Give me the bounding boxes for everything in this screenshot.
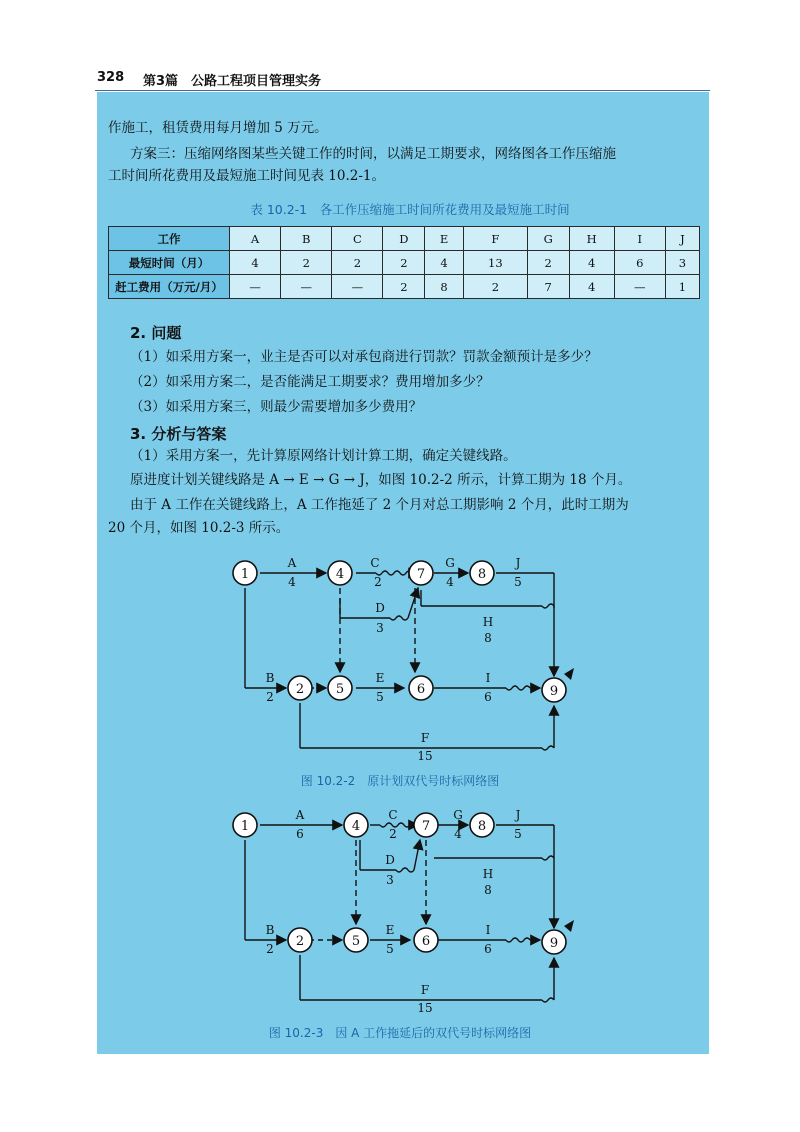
paragraph: 方案三：压缩网络图某些关键工作的时间，以满足工期要求，网络图各工作压缩施 <box>130 146 616 162</box>
paragraph: （1）采用方案一，先计算原网络计划计算工期，确定关键线路。 <box>130 448 517 464</box>
node-label: 7 <box>416 567 426 582</box>
row-header: 最短时间（月） <box>109 251 230 275</box>
activity-duration: 3 <box>386 873 394 887</box>
activity-duration: 2 <box>266 690 274 704</box>
activity-label: I <box>485 923 491 937</box>
table-cell: J <box>665 227 699 251</box>
table-cell: 7 <box>527 275 569 299</box>
activity-label: G <box>453 808 463 822</box>
node-label: 2 <box>295 934 305 949</box>
activity-duration: 4 <box>454 827 462 841</box>
node-label: 1 <box>240 567 250 582</box>
activity-duration: 6 <box>484 942 492 956</box>
table-cell: 4 <box>569 251 614 275</box>
table-cell: — <box>332 275 383 299</box>
node-label: 6 <box>416 682 426 697</box>
activity-duration: 5 <box>376 690 384 704</box>
activity-label: C <box>370 556 380 570</box>
table-cell: — <box>281 275 332 299</box>
table-cell: — <box>230 275 281 299</box>
table-cell: 1 <box>665 275 699 299</box>
node-label: 5 <box>335 682 345 697</box>
activity-label: J <box>515 808 521 822</box>
table-cell: 6 <box>614 251 665 275</box>
paragraph: 由于 A 工作在关键线路上，A 工作拖延了 2 个月对总工期影响 2 个月，此时工期为 <box>130 497 629 513</box>
table-cell: 2 <box>383 275 425 299</box>
activity-duration: 15 <box>417 749 433 763</box>
node-label: 1 <box>240 819 250 834</box>
activity-duration: 8 <box>484 631 492 645</box>
table-caption: 表 10.2-1 各工作压缩施工时间所花费用及最短施工时间 <box>250 202 570 217</box>
node-label: 6 <box>421 934 431 949</box>
figure-caption: 图 10.2-2 原计划双代号时标网络图 <box>300 774 500 788</box>
activity-label: I <box>485 671 491 685</box>
node-label: 8 <box>477 819 487 834</box>
table-cell: A <box>230 227 281 251</box>
activity-label: H <box>482 867 494 881</box>
activity-duration: 2 <box>374 575 382 589</box>
activity-label: F <box>420 983 430 997</box>
activity-duration: 15 <box>417 1001 433 1015</box>
activity-label: H <box>482 615 494 629</box>
table-cell: 4 <box>425 251 464 275</box>
table-cell: 2 <box>527 251 569 275</box>
paragraph: 工时间所花费用及最短施工时间见表 10.2-1。 <box>108 168 385 184</box>
activity-duration: 4 <box>446 575 454 589</box>
section-heading: 2. 问题 <box>130 324 182 342</box>
activity-label: E <box>385 923 395 937</box>
table-cell: F <box>463 227 527 251</box>
table-cell: 13 <box>463 251 527 275</box>
activity-label: A <box>295 808 305 822</box>
node-label: 4 <box>335 567 345 582</box>
crash-table <box>108 226 700 299</box>
row-header: 赶工费用（万元/月） <box>109 275 230 299</box>
paragraph: （3）如采用方案三，则最少需要增加多少费用？ <box>130 399 423 415</box>
activity-duration: 8 <box>484 883 492 897</box>
table-cell: 2 <box>383 251 425 275</box>
activity-duration: 5 <box>514 827 522 841</box>
table-row <box>109 275 700 299</box>
activity-label: D <box>375 601 385 615</box>
activity-label: E <box>375 671 385 685</box>
activity-duration: 3 <box>376 621 384 635</box>
page-number: 328 <box>97 70 125 85</box>
table-cell: 8 <box>425 275 464 299</box>
table-row <box>109 227 700 251</box>
activity-duration: 4 <box>288 575 296 589</box>
activity-label: G <box>445 556 455 570</box>
table-cell: D <box>383 227 425 251</box>
activity-duration: 5 <box>514 575 522 589</box>
activity-label: D <box>385 853 395 867</box>
activity-label: B <box>265 923 275 937</box>
network-diagram-original <box>230 548 590 763</box>
activity-label: C <box>388 808 398 822</box>
activity-duration: 6 <box>484 690 492 704</box>
table-cell: 2 <box>463 275 527 299</box>
network-diagram-delayed <box>230 800 590 1015</box>
paragraph: （1）如采用方案一，业主是否可以对承包商进行罚款？罚款金额预计是多少？ <box>130 349 598 365</box>
node-label: 7 <box>421 819 431 834</box>
activity-label: B <box>265 671 275 685</box>
activity-label: A <box>287 556 297 570</box>
paragraph: 原进度计划关键线路是 A → E → G → J，如图 10.2-2 所示，计算工期为 18 个月。 <box>130 472 632 488</box>
activity-label: J <box>515 556 521 570</box>
table-cell: 4 <box>569 275 614 299</box>
table-cell: 2 <box>332 251 383 275</box>
page-header <box>95 68 710 91</box>
paragraph: 20 个月，如图 10.2-3 所示。 <box>108 520 290 536</box>
table-cell: 3 <box>665 251 699 275</box>
table-row <box>109 251 700 275</box>
node-label: 5 <box>351 934 361 949</box>
node-label: 4 <box>351 819 361 834</box>
table-cell: 2 <box>281 251 332 275</box>
node-label: 9 <box>549 684 559 699</box>
section-heading: 3. 分析与答案 <box>130 425 227 443</box>
node-label: 8 <box>477 567 487 582</box>
node-label: 9 <box>549 936 559 951</box>
paragraph: （2）如采用方案二，是否能满足工期要求？费用增加多少？ <box>130 374 490 390</box>
node-label: 2 <box>295 682 305 697</box>
table-cell: E <box>425 227 464 251</box>
activity-duration: 5 <box>386 942 394 956</box>
activity-duration: 2 <box>389 827 397 841</box>
table-cell: H <box>569 227 614 251</box>
table-cell: G <box>527 227 569 251</box>
table-cell: I <box>614 227 665 251</box>
part-title: 第3篇 公路工程项目管理实务 <box>143 74 322 89</box>
paragraph: 作施工，租赁费用每月增加 5 万元。 <box>108 120 328 136</box>
table-cell: B <box>281 227 332 251</box>
row-header: 工作 <box>109 227 230 251</box>
activity-label: F <box>420 731 430 745</box>
table-cell: 4 <box>230 251 281 275</box>
activity-duration: 6 <box>296 827 304 841</box>
table-cell: — <box>614 275 665 299</box>
activity-duration: 2 <box>266 942 274 956</box>
figure-caption: 图 10.2-3 因 A 工作拖延后的双代号时标网络图 <box>268 1026 532 1040</box>
table-cell: C <box>332 227 383 251</box>
